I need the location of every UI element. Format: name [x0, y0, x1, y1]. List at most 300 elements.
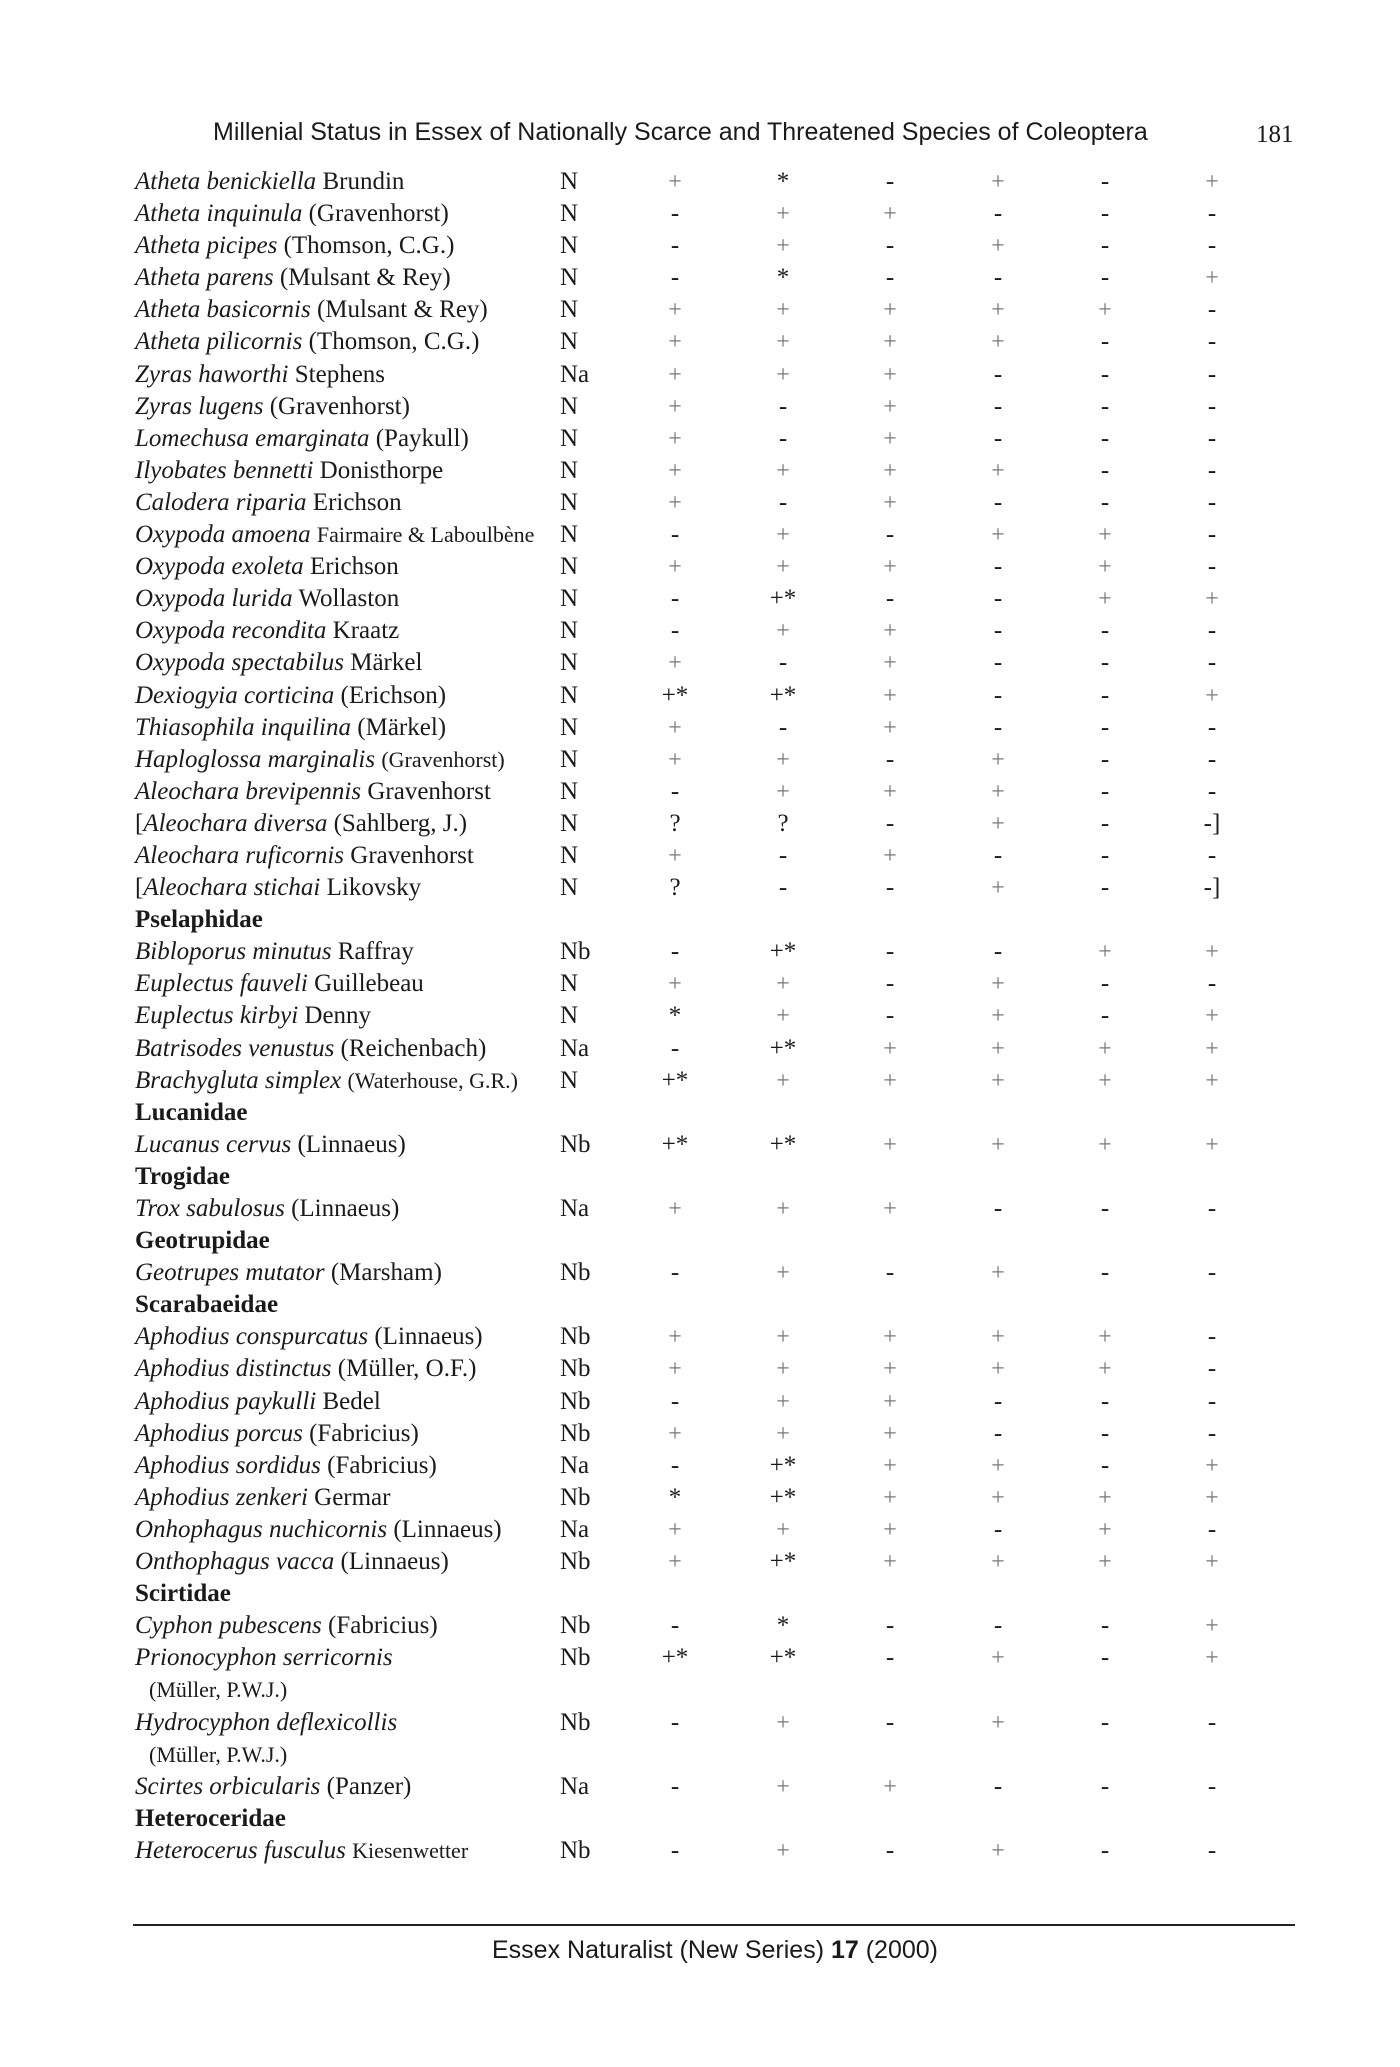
period-record-mark: - — [778, 713, 788, 741]
national-status: Nb — [560, 1483, 591, 1511]
species-author: (Linnaeus) — [393, 1515, 502, 1543]
period-record-mark: - — [885, 1708, 895, 1736]
period-record-mark: +* — [661, 1130, 689, 1158]
period-record-mark: - — [993, 392, 1003, 420]
species-name — [135, 1771, 411, 1803]
species-binomial: Aleochara diversa — [143, 809, 328, 837]
national-status: N — [560, 970, 579, 998]
period-record-mark: + — [776, 1388, 790, 1415]
period-record-mark: - — [1100, 970, 1110, 998]
period-record-mark: - — [885, 168, 895, 195]
species-name — [135, 936, 414, 968]
national-status: N — [560, 841, 579, 869]
period-record-mark: +* — [769, 585, 797, 613]
species-binomial: Aphodius paykulli — [135, 1387, 317, 1415]
species-row — [0, 1000, 1400, 1032]
period-record-mark: * — [776, 168, 790, 195]
family-heading-row — [0, 1097, 1400, 1129]
national-status: N — [560, 1066, 579, 1094]
period-record-mark: + — [883, 1067, 897, 1094]
period-record-mark: + — [883, 682, 897, 709]
species-author: (Thomson, C.G.) — [308, 328, 480, 356]
period-record-mark: + — [991, 1452, 1005, 1479]
period-record-mark: + — [776, 1837, 790, 1864]
national-status: Nb — [560, 1355, 591, 1383]
species-name — [135, 551, 399, 583]
period-record-mark: - — [670, 1259, 680, 1287]
species-author: (Müller, P.W.J.) — [149, 1677, 288, 1703]
species-binomial: Aphodius porcus — [135, 1419, 303, 1447]
period-record-mark: + — [668, 393, 682, 420]
period-record-mark: - — [670, 521, 680, 549]
period-record-mark: - — [1100, 745, 1110, 773]
period-record-mark: + — [1098, 939, 1112, 966]
species-binomial: Lomechusa emarginata — [135, 424, 370, 452]
national-status: N — [560, 585, 579, 613]
period-record-mark: - — [1100, 1708, 1110, 1736]
period-record-mark: + — [1205, 586, 1219, 613]
family-heading-row — [0, 1803, 1400, 1835]
period-record-mark: * — [776, 264, 790, 292]
species-binomial: Batrisodes venustus — [135, 1034, 335, 1062]
national-status: N — [560, 874, 579, 902]
period-record-mark: + — [991, 810, 1005, 837]
period-record-mark: + — [776, 1516, 790, 1543]
species-row — [0, 808, 1400, 840]
period-record-mark: + — [883, 554, 897, 581]
period-record-mark: + — [883, 1196, 897, 1222]
period-record-mark: + — [883, 1549, 897, 1576]
period-record-mark: - — [993, 841, 1003, 869]
species-row — [0, 487, 1400, 519]
period-record-mark: - — [993, 617, 1003, 645]
period-record-mark: + — [1205, 1131, 1219, 1158]
species-name — [135, 968, 424, 1000]
species-name — [135, 1386, 381, 1418]
species-name — [135, 615, 399, 647]
period-record-mark: + — [668, 1196, 682, 1222]
period-record-mark: + — [883, 1773, 897, 1800]
national-status: N — [560, 777, 579, 805]
period-record-mark: - — [885, 1259, 895, 1287]
species-binomial: Hydrocyphon deflexicollis — [135, 1708, 398, 1736]
national-status: Nb — [560, 1419, 591, 1447]
period-record-mark: - — [1207, 1323, 1217, 1351]
national-status: N — [560, 168, 579, 195]
species-row — [0, 1642, 1400, 1706]
period-record-mark: - — [993, 424, 1003, 452]
species-name — [135, 840, 474, 872]
period-record-mark: + — [991, 1003, 1005, 1030]
species-name — [135, 1482, 390, 1514]
period-record-mark: + — [883, 201, 897, 228]
species-row — [0, 551, 1400, 583]
national-status: Na — [560, 1034, 590, 1062]
period-record-mark: - — [1207, 970, 1217, 998]
species-author: (Fabricius) — [327, 1451, 437, 1479]
species-binomial: Zyras lugens — [135, 392, 264, 420]
period-record-mark: + — [668, 1356, 682, 1383]
family-name: Pselaphidae — [135, 906, 263, 934]
period-record-mark: - — [670, 264, 680, 292]
period-record-mark: + — [776, 971, 790, 998]
period-record-mark: + — [883, 393, 897, 420]
species-name — [135, 1546, 449, 1578]
period-record-mark: * — [668, 1483, 682, 1511]
period-record-mark: + — [991, 746, 1005, 773]
period-record-mark: - — [1207, 1836, 1217, 1864]
period-record-mark: - — [670, 777, 680, 805]
national-status: N — [560, 392, 579, 420]
species-name — [135, 1000, 371, 1032]
national-status: Nb — [560, 1708, 591, 1736]
species-name — [135, 776, 491, 808]
period-record-mark: - — [885, 264, 895, 292]
period-record-mark: - — [1207, 232, 1217, 260]
species-row — [0, 1610, 1400, 1642]
species-author: (Thomson, C.G.) — [283, 232, 455, 260]
journal-footer — [0, 1936, 1400, 1965]
national-status: Na — [560, 1195, 590, 1222]
period-record-mark: + — [883, 1388, 897, 1415]
period-record-mark: + — [668, 842, 682, 869]
species-author: Brundin — [322, 168, 405, 195]
family-heading-row — [0, 904, 1400, 936]
species-name — [135, 1129, 406, 1161]
species-row — [0, 583, 1400, 615]
period-record-mark: - — [885, 1612, 895, 1640]
footer-rule — [133, 1924, 1295, 1926]
species-row — [0, 262, 1400, 294]
national-status: Na — [560, 360, 590, 388]
period-record-mark: + — [776, 746, 790, 773]
national-status: N — [560, 617, 579, 645]
period-record-mark: + — [991, 1260, 1005, 1287]
period-record-mark: + — [668, 361, 682, 388]
species-name — [135, 872, 421, 904]
species-author: (Mulsant & Rey) — [316, 296, 488, 324]
species-author: Kiesenwetter — [352, 1837, 469, 1863]
national-status: Na — [560, 1451, 590, 1479]
species-author: Wollaston — [298, 585, 400, 613]
period-record-mark: + — [776, 1356, 790, 1383]
species-binomial: Thiasophila inquilina — [135, 713, 352, 741]
species-row — [0, 1450, 1400, 1482]
period-record-mark: + — [991, 1356, 1005, 1383]
species-name — [135, 1418, 419, 1450]
period-record-mark: - — [1100, 1002, 1110, 1030]
species-author: (Linnaeus) — [291, 1195, 400, 1222]
period-record-mark: - — [1100, 1419, 1110, 1447]
period-record-mark: + — [883, 1484, 897, 1511]
period-record-mark: - — [1100, 232, 1110, 260]
period-record-mark: - — [1207, 713, 1217, 741]
period-record-mark: - — [1100, 1772, 1110, 1800]
national-status: N — [560, 553, 579, 581]
period-record-mark: + — [883, 1324, 897, 1351]
national-status: N — [560, 424, 579, 452]
period-record-mark: - — [1100, 200, 1110, 228]
period-record-mark: + — [991, 522, 1005, 549]
period-record-mark: + — [1205, 1452, 1219, 1479]
period-record-mark: + — [991, 457, 1005, 484]
period-record-mark: - — [993, 200, 1003, 228]
period-record-mark: - — [778, 488, 788, 516]
species-author: (Müller, P.W.J.) — [149, 1741, 288, 1767]
period-record-mark: - — [993, 681, 1003, 709]
species-binomial: Brachygluta simplex — [135, 1066, 342, 1094]
period-record-mark: - — [1100, 168, 1110, 195]
period-record-mark: + — [776, 297, 790, 324]
species-row — [0, 519, 1400, 551]
period-record-mark: + — [1205, 169, 1219, 195]
species-binomial: Atheta picipes — [135, 232, 278, 260]
period-record-mark: + — [991, 875, 1005, 902]
period-record-mark: - — [1207, 296, 1217, 324]
species-binomial: Calodera riparia — [135, 488, 307, 516]
species-name — [135, 712, 446, 744]
species-name — [135, 359, 385, 391]
period-record-mark: + — [776, 361, 790, 388]
family-name: Trogidae — [135, 1162, 230, 1190]
species-name — [135, 744, 505, 776]
period-record-mark: + — [1205, 1484, 1219, 1511]
species-name — [135, 262, 451, 294]
species-row — [0, 968, 1400, 1000]
period-record-mark: - — [670, 1612, 680, 1640]
species-author: Denny — [304, 1002, 372, 1030]
species-binomial: Atheta parens — [135, 264, 274, 292]
species-author: (Gravenhorst) — [308, 200, 449, 228]
period-record-mark: + — [668, 1420, 682, 1447]
species-row — [0, 680, 1400, 712]
bracket-prefix: [ — [135, 874, 144, 902]
species-author: (Paykull) — [375, 424, 469, 452]
national-status: N — [560, 681, 579, 709]
species-name — [135, 583, 399, 615]
species-binomial: Haploglossa marginalis — [135, 745, 376, 773]
species-author: Erichson — [312, 488, 402, 516]
period-record-mark: - — [993, 585, 1003, 613]
species-row — [0, 198, 1400, 230]
period-record-mark: - — [1100, 809, 1110, 837]
family-name: Lucanidae — [135, 1098, 248, 1126]
period-record-mark: - — [1100, 1451, 1110, 1479]
species-name — [135, 1642, 393, 1706]
species-name — [135, 1065, 518, 1097]
period-record-mark: - — [993, 938, 1003, 966]
period-record-mark: + — [883, 1420, 897, 1447]
period-record-mark: + — [883, 650, 897, 677]
species-name — [135, 166, 404, 198]
period-record-mark: + — [668, 650, 682, 677]
species-author: (Linnaeus) — [340, 1548, 449, 1576]
period-record-mark: - — [1207, 521, 1217, 549]
period-record-mark: - — [993, 488, 1003, 516]
species-name — [135, 680, 446, 712]
period-record-mark: + — [991, 1709, 1005, 1736]
period-record-mark: + — [883, 425, 897, 452]
period-record-mark: +* — [661, 1066, 689, 1094]
species-row — [0, 647, 1400, 679]
period-record-mark: + — [991, 297, 1005, 324]
national-status: Nb — [560, 1259, 591, 1287]
period-record-mark: + — [1098, 1516, 1112, 1543]
species-author: Germar — [314, 1483, 391, 1511]
family-name: Scirtidae — [135, 1580, 231, 1608]
species-author: Kraatz — [332, 617, 400, 645]
period-record-mark: - — [1100, 264, 1110, 292]
species-name — [135, 1707, 397, 1771]
period-record-mark: - — [1207, 649, 1217, 677]
national-status: Nb — [560, 938, 591, 966]
period-record-mark: - — [1207, 328, 1217, 356]
species-row — [0, 840, 1400, 872]
species-author: Raffray — [337, 938, 414, 966]
species-name — [135, 1321, 483, 1353]
period-record-mark: -] — [1203, 874, 1221, 902]
period-record-mark: ? — [669, 809, 681, 837]
period-record-mark: + — [1098, 1484, 1112, 1511]
period-record-mark: + — [668, 297, 682, 324]
species-author: (Sahlberg, J.) — [333, 809, 468, 837]
species-binomial: Onhophagus nuchicornis — [135, 1515, 388, 1543]
species-name — [135, 455, 443, 487]
period-record-mark: - — [885, 745, 895, 773]
family-heading-row — [0, 1289, 1400, 1321]
period-record-mark: + — [991, 233, 1005, 260]
national-status: N — [560, 649, 579, 677]
national-status: N — [560, 1002, 579, 1030]
period-record-mark: +* — [769, 1130, 797, 1158]
period-record-mark: + — [1098, 1067, 1112, 1094]
species-name — [135, 1610, 438, 1642]
species-author: (Linnaeus) — [374, 1323, 483, 1351]
period-record-mark: - — [1100, 1259, 1110, 1287]
family-heading-row — [0, 1161, 1400, 1193]
species-name — [135, 487, 402, 519]
journal-volume: 17 — [830, 1936, 859, 1964]
period-record-mark: +* — [769, 1034, 797, 1062]
national-status: N — [560, 328, 579, 356]
period-record-mark: ? — [777, 809, 789, 837]
national-status: Na — [560, 1772, 590, 1800]
species-binomial: Cyphon pubescens — [135, 1612, 322, 1640]
period-record-mark: - — [1100, 1836, 1110, 1864]
period-record-mark: - — [993, 1515, 1003, 1543]
period-record-mark: +* — [661, 681, 689, 709]
species-name — [135, 808, 467, 840]
species-binomial: Oxypoda lurida — [135, 585, 293, 613]
national-status: Nb — [560, 1644, 591, 1672]
species-row — [0, 359, 1400, 391]
species-author: (Gravenhorst) — [381, 746, 505, 772]
period-record-mark: + — [1205, 1549, 1219, 1576]
species-author: (Linnaeus) — [297, 1130, 406, 1158]
period-record-mark: - — [1207, 1708, 1217, 1736]
period-record-mark: + — [1205, 1645, 1219, 1672]
species-binomial: Aleochara stichai — [143, 874, 321, 902]
species-author: (Fabricius) — [328, 1612, 438, 1640]
period-record-mark: - — [993, 1772, 1003, 1800]
period-record-mark: + — [1098, 554, 1112, 581]
period-record-mark: - — [1207, 456, 1217, 484]
period-record-mark: - — [670, 200, 680, 228]
period-record-mark: + — [1098, 1035, 1112, 1062]
national-status: Nb — [560, 1836, 591, 1864]
period-record-mark: + — [991, 1035, 1005, 1062]
period-record-mark: - — [885, 521, 895, 549]
period-record-mark: - — [1100, 1612, 1110, 1640]
period-record-mark: + — [991, 1549, 1005, 1576]
period-record-mark: + — [991, 1067, 1005, 1094]
species-row — [0, 1033, 1400, 1065]
species-author: (Waterhouse, G.R.) — [347, 1067, 518, 1093]
period-record-mark: - — [1100, 1644, 1110, 1672]
species-author: (Erichson) — [340, 681, 447, 709]
species-author: (Panzer) — [326, 1772, 412, 1800]
period-record-mark: - — [670, 1034, 680, 1062]
period-record-mark: + — [776, 1420, 790, 1447]
period-record-mark: - — [1100, 360, 1110, 388]
period-record-mark: - — [778, 424, 788, 452]
period-record-mark: + — [668, 169, 682, 195]
period-record-mark: + — [1205, 1035, 1219, 1062]
period-record-mark: - — [1100, 617, 1110, 645]
species-author: Erichson — [309, 553, 399, 581]
period-record-mark: - — [993, 553, 1003, 581]
species-row — [0, 1353, 1400, 1385]
period-record-mark: - — [1207, 1259, 1217, 1287]
period-record-mark: - — [1100, 392, 1110, 420]
period-record-mark: - — [1207, 1419, 1217, 1447]
period-record-mark: +* — [769, 1644, 797, 1672]
period-record-mark: - — [778, 392, 788, 420]
species-author: Likovsky — [326, 874, 422, 902]
species-binomial: Atheta benickiella — [135, 168, 317, 195]
species-name — [135, 230, 454, 262]
period-record-mark: - — [670, 232, 680, 260]
bracket-prefix: [ — [135, 809, 144, 837]
period-record-mark: + — [991, 1645, 1005, 1672]
species-name — [135, 294, 488, 326]
period-record-mark: + — [776, 554, 790, 581]
species-row — [0, 1257, 1400, 1289]
family-name: Scarabaeidae — [135, 1291, 279, 1319]
period-record-mark: +* — [769, 681, 797, 709]
period-record-mark: + — [668, 746, 682, 773]
period-record-mark: + — [668, 714, 682, 741]
period-record-mark: - — [670, 1451, 680, 1479]
period-record-mark: - — [670, 585, 680, 613]
species-name — [135, 1835, 468, 1867]
period-record-mark: + — [991, 1131, 1005, 1158]
species-author: Stephens — [294, 360, 386, 388]
period-record-mark: + — [1098, 1324, 1112, 1351]
species-row — [0, 1418, 1400, 1450]
national-status: N — [560, 521, 579, 549]
period-record-mark: + — [1098, 1131, 1112, 1158]
period-record-mark: + — [668, 425, 682, 452]
national-status: N — [560, 745, 579, 773]
period-record-mark: - — [1207, 360, 1217, 388]
period-record-mark: + — [883, 1516, 897, 1543]
period-record-mark: - — [1100, 328, 1110, 356]
period-record-mark: + — [776, 1773, 790, 1800]
species-binomial: Prionocyphon serricornis — [135, 1644, 393, 1672]
period-record-mark: - — [885, 938, 895, 966]
period-record-mark: + — [991, 971, 1005, 998]
